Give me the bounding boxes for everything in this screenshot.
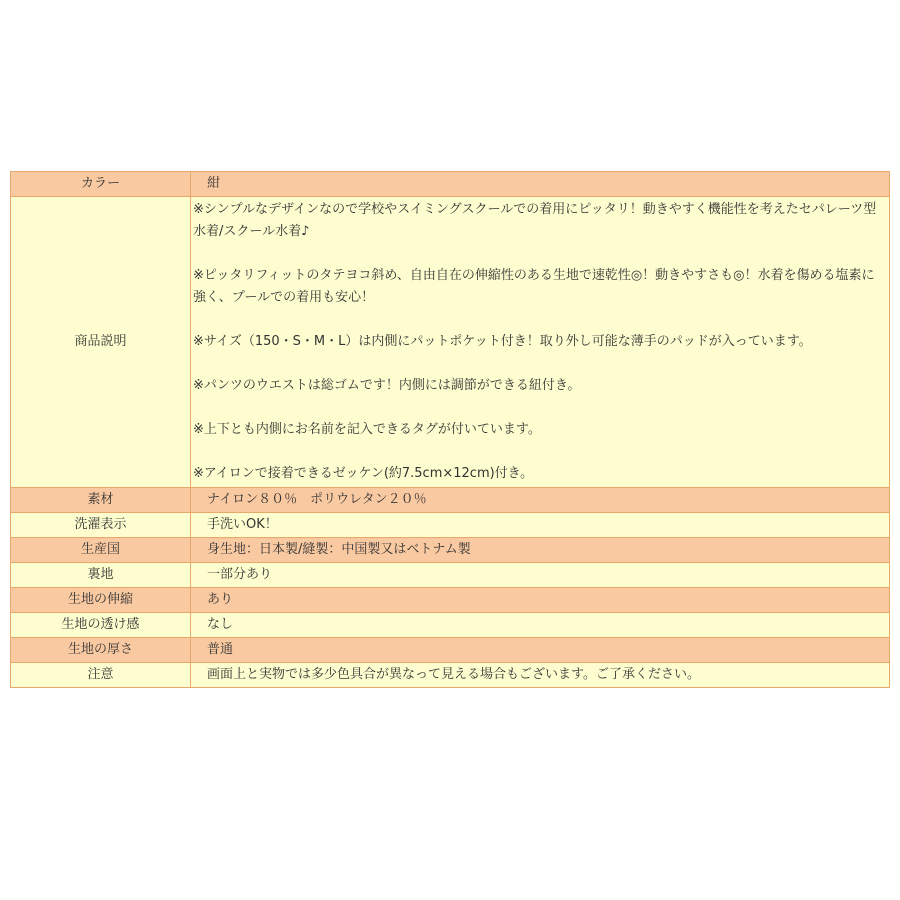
spec-row-stretch	[11, 588, 890, 613]
spec-row-thickness	[11, 638, 890, 663]
spec-row-washing	[11, 513, 890, 538]
description-paragraph: ※パンツのウエストは総ゴムです！内側には調節ができる紐付き。	[193, 378, 581, 393]
spec-value: 一部分あり	[191, 563, 890, 588]
spec-value: あり	[191, 588, 890, 613]
spec-label: 素材	[11, 488, 191, 513]
product-spec-table	[10, 171, 890, 688]
spec-row-description	[11, 197, 890, 488]
spec-value: 普通	[191, 638, 890, 663]
description-paragraph: ※シンプルなデザインなので学校やスイミングスクールでの着用にピッタリ！動きやすく機能性を考えたセパレーツ型水着/スクール水着♪	[193, 202, 877, 239]
spec-row-notice	[11, 663, 890, 688]
description-paragraph: ※上下とも内側にお名前を記入できるタグが付いています。	[193, 422, 541, 437]
spec-row-country	[11, 538, 890, 563]
spec-value: 手洗いOK！	[191, 513, 890, 538]
spec-label: 洗濯表示	[11, 513, 191, 538]
spec-row-material	[11, 488, 890, 513]
spec-row-lining	[11, 563, 890, 588]
spec-description	[191, 197, 890, 488]
spec-label: 生地の透け感	[11, 613, 191, 638]
spec-row-sheerness	[11, 613, 890, 638]
spec-label: 生産国	[11, 538, 191, 563]
spec-row-color	[11, 172, 890, 197]
spec-label: カラー	[11, 172, 191, 197]
spec-label: 注意	[11, 663, 191, 688]
description-paragraph: ※ピッタリフィットのタテヨコ斜め、自由自在の伸縮性のある生地で速乾性◎！動きやすさも◎！水着を傷める塩素に強く、プールでの着用も安心！	[193, 268, 875, 305]
spec-value: ナイロン８０％ ポリウレタン２０％	[191, 488, 890, 513]
spec-value: 画面上と実物では多少色具合が異なって見える場合もございます。ご了承ください。	[191, 663, 890, 688]
spec-label: 生地の伸縮	[11, 588, 191, 613]
spec-value: なし	[191, 613, 890, 638]
spec-label: 商品説明	[11, 197, 191, 488]
spec-value: 身生地：日本製/縫製：中国製又はベトナム製	[191, 538, 890, 563]
description-paragraph: ※アイロンで接着できるゼッケン(約7.5cm×12cm)付き。	[193, 466, 534, 481]
spec-label: 生地の厚さ	[11, 638, 191, 663]
spec-value: 紺	[191, 172, 890, 197]
description-paragraph: ※サイズ（150・S・M・L）は内側にパットポケット付き！取り外し可能な薄手のパッドが入っています。	[193, 334, 812, 349]
spec-label: 裏地	[11, 563, 191, 588]
